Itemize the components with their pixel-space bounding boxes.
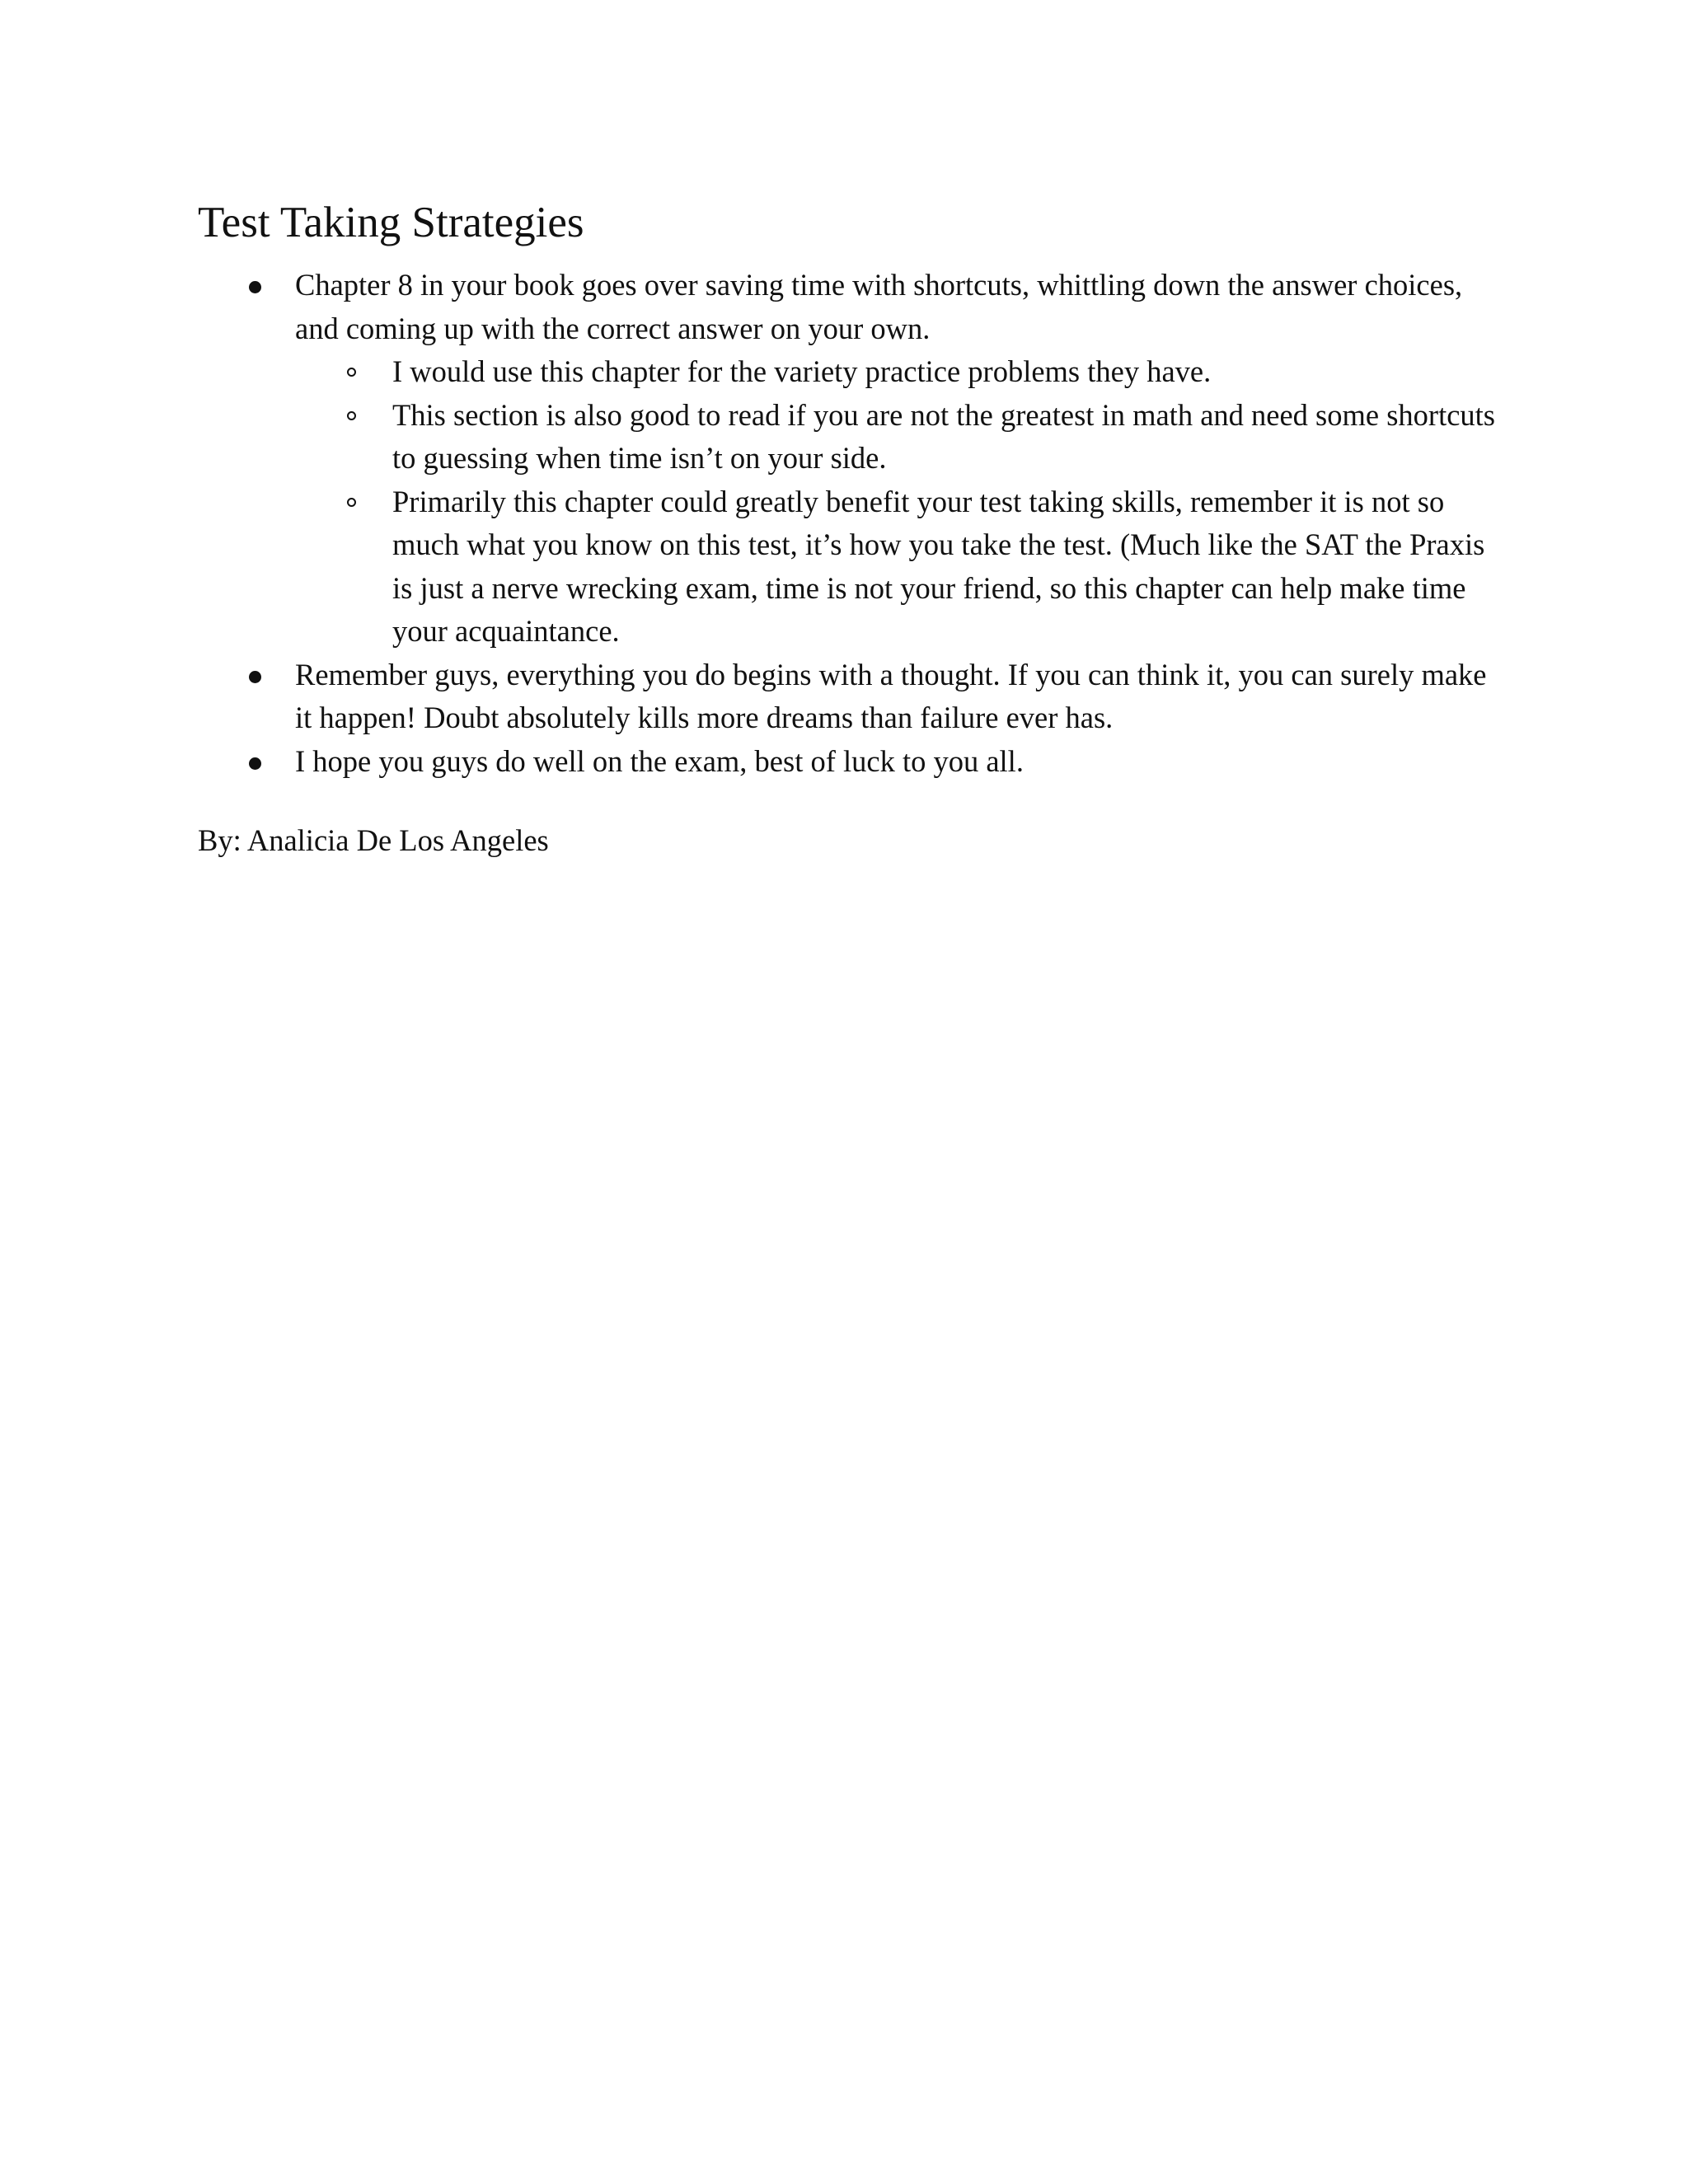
- list-item-text: I hope you guys do well on the exam, best of luck to you all.: [295, 743, 1024, 778]
- sub-list-item-text: This section is also good to read if you are not the greatest in math and need some shortcuts to guessing when time isn’t on your side.: [392, 397, 1496, 475]
- list-item: [198, 740, 1500, 784]
- sub-list-item: [295, 350, 1500, 394]
- sub-bullet-list: [295, 350, 1500, 654]
- hollow-circle-icon: [347, 368, 356, 377]
- page-title: Test Taking Strategies: [198, 199, 584, 246]
- bullet-dot-icon: [249, 671, 261, 683]
- sub-list-item: [295, 480, 1500, 654]
- bullet-dot-icon: [249, 757, 261, 770]
- sub-list-item: [295, 394, 1500, 480]
- hollow-circle-icon: [347, 498, 356, 507]
- document-body: [198, 196, 1500, 863]
- list-item-text: Remember guys, everything you do begins with a thought. If you can think it, you can surely make it happen! Doubt absolutely kills more dreams than failure ever has.: [295, 657, 1487, 734]
- sub-list-item-text: Primarily this chapter could greatly benefit your test taking skills, remember it is not so much what you know on this test, it’s how you take the test. (Much like the SAT the Praxis is just a nerve wrecking exam, time is not your friend, so this chapter can help make time your acquaintance.: [392, 484, 1485, 648]
- sub-list-item-text: I would use this chapter for the variety practice problems they have.: [392, 354, 1212, 388]
- bullet-list: [198, 264, 1500, 783]
- bullet-dot-icon: [249, 281, 261, 293]
- list-item: [198, 264, 1500, 654]
- list-item-text: Chapter 8 in your book goes over saving time with shortcuts, whittling down the answer choices, and coming up with the correct answer on your own.: [295, 268, 1463, 345]
- list-item: [198, 654, 1500, 740]
- author-byline: By: Analicia De Los Angeles: [198, 823, 549, 857]
- hollow-circle-icon: [347, 411, 356, 420]
